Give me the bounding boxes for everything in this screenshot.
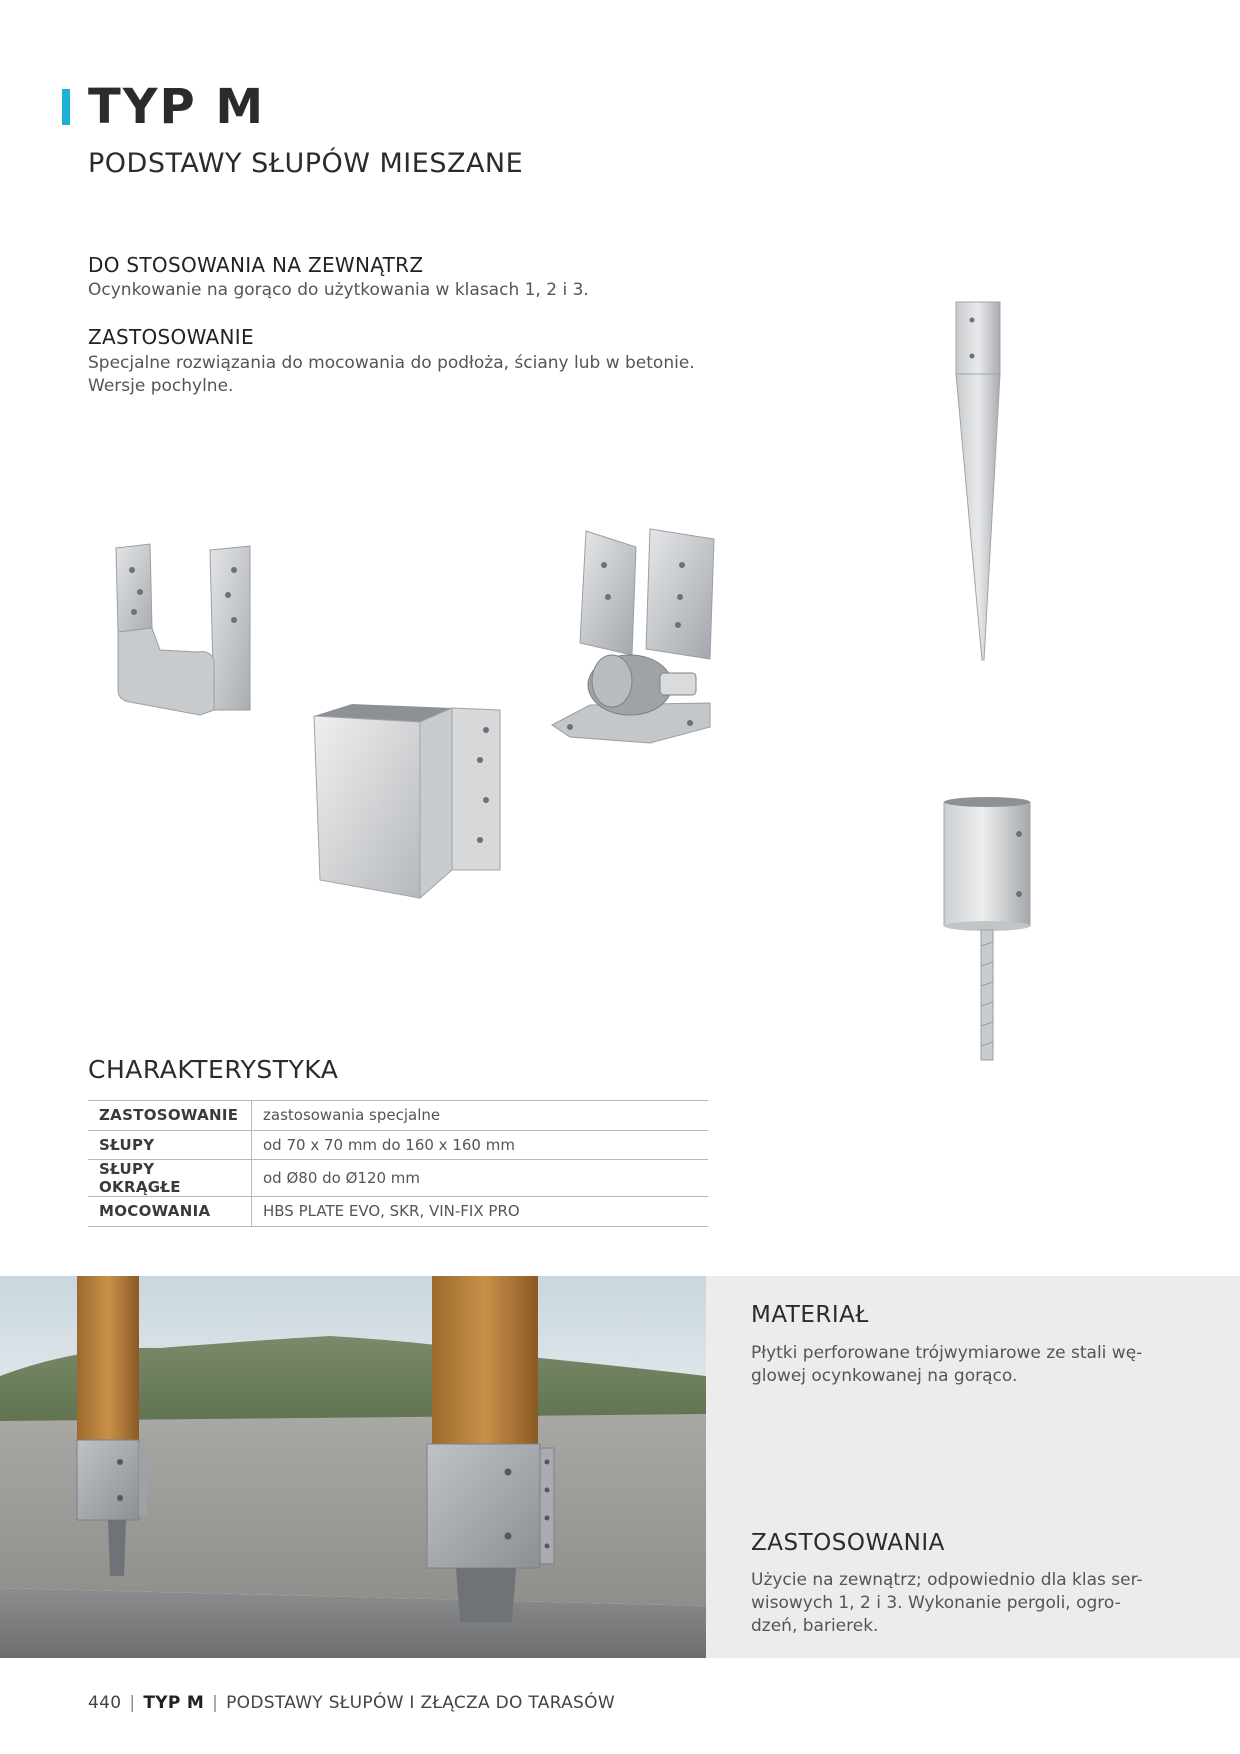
page-title: TYP M	[88, 79, 266, 135]
table-row	[88, 1130, 708, 1160]
footer-section: TYP M	[143, 1693, 205, 1713]
uses-heading: ZASTOSOWANIA	[751, 1530, 945, 1556]
page-number: 440	[88, 1693, 122, 1713]
ground-spike-product-image	[948, 298, 1008, 663]
page-footer: 440 | TYP M | PODSTAWY SŁUPÓW I ZŁĄCZA DO TARASÓW	[88, 1693, 615, 1713]
u-bracket-product-image	[110, 540, 260, 730]
material-text-line2: glowej ocynkowanej na gorąco.	[751, 1366, 1018, 1386]
installation-photo	[0, 1276, 706, 1658]
application-text-line2: Wersje pochylne.	[88, 376, 234, 396]
title-accent-bar	[62, 89, 70, 125]
table-value: HBS PLATE EVO, SKR, VIN-FIX PRO	[252, 1197, 709, 1227]
characteristics-table	[88, 1100, 708, 1227]
material-heading: MATERIAŁ	[751, 1302, 869, 1328]
characteristics-title: CHARAKTERYSTYKA	[88, 1055, 339, 1084]
table-key: MOCOWANIA	[88, 1197, 252, 1227]
uses-text-line1: Użycie na zewnątrz; odpowiednio dla klas ser-	[751, 1570, 1143, 1590]
table-row	[88, 1197, 708, 1227]
table-row	[88, 1101, 708, 1131]
adjustable-hinge-base-product-image	[550, 525, 715, 745]
uses-text-line3: dzeń, barierek.	[751, 1616, 879, 1636]
uses-text-line2: wisowych 1, 2 i 3. Wykonanie pergoli, ogro-	[751, 1593, 1121, 1613]
page-subtitle: PODSTAWY SŁUPÓW MIESZANE	[88, 148, 524, 179]
footer-chapter: PODSTAWY SŁUPÓW I ZŁĄCZA DO TARASÓW	[226, 1693, 615, 1713]
info-panel	[706, 1276, 1240, 1658]
box-post-base-product-image	[312, 700, 502, 900]
round-post-anchor-product-image	[940, 796, 1035, 1064]
application-text-line1: Specjalne rozwiązania do mocowania do podłoża, ściany lub w betonie.	[88, 353, 695, 373]
outdoor-text: Ocynkowanie na gorąco do użytkowania w klasach 1, 2 i 3.	[88, 280, 589, 300]
table-row	[88, 1160, 708, 1197]
table-value: od Ø80 do Ø120 mm	[252, 1160, 709, 1197]
material-text-line1: Płytki perforowane trójwymiarowe ze stali wę-	[751, 1343, 1143, 1363]
table-key: SŁUPY OKRĄGŁE	[88, 1160, 252, 1197]
table-key: SŁUPY	[88, 1130, 252, 1160]
outdoor-heading: DO STOSOWANIA NA ZEWNĄTRZ	[88, 253, 424, 277]
application-heading: ZASTOSOWANIE	[88, 325, 254, 349]
table-value: zastosowania specjalne	[252, 1101, 709, 1131]
table-key: ZASTOSOWANIE	[88, 1101, 252, 1131]
table-value: od 70 x 70 mm do 160 x 160 mm	[252, 1130, 709, 1160]
